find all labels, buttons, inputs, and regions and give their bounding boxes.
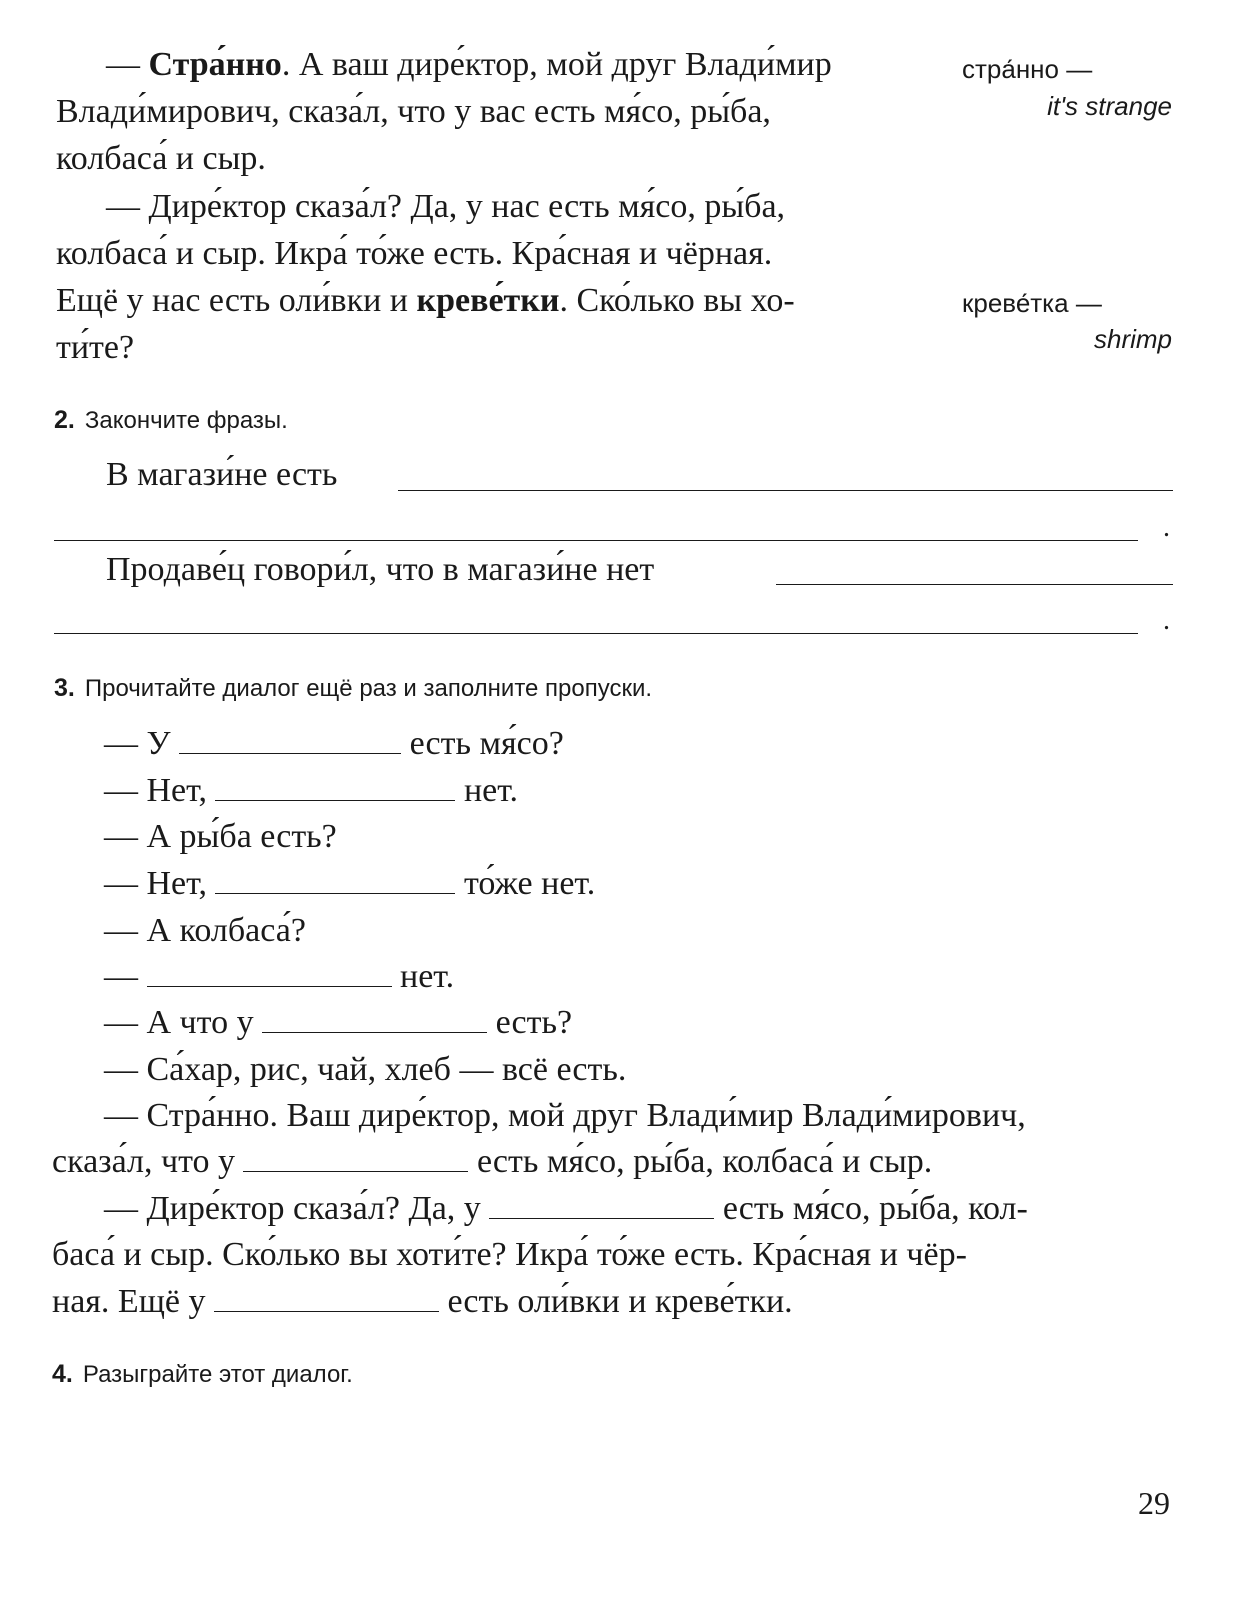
bold-word-strange: Стра́нно bbox=[148, 46, 282, 83]
dialogue-line: — А ры́ба есть? bbox=[104, 818, 337, 855]
answer-line bbox=[776, 584, 1173, 585]
dialogue-line: — Дире́ктор сказа́л? Да, у нас есть мя́со, ры́ба, bbox=[106, 188, 786, 225]
dialogue-line: баса́ и сыр. Ско́лько вы хоти́те? Икра́ то́же есть. Кра́сная и чёр- bbox=[52, 1236, 967, 1273]
glossary-translation: it's strange bbox=[1047, 91, 1172, 121]
exercise-number: 2. bbox=[54, 406, 75, 434]
dialogue-line: — Нет, нет. bbox=[104, 772, 519, 809]
glossary-term: креве́тка — bbox=[962, 288, 1102, 318]
fill-blank bbox=[489, 1194, 714, 1219]
bold-word-shrimp: креве́тки bbox=[416, 282, 560, 319]
answer-line bbox=[54, 633, 1138, 634]
fill-blank bbox=[214, 1287, 439, 1312]
phrase-start: В магази́не есть bbox=[106, 456, 338, 493]
dialogue-line: — Стра́нно. А ваш дире́ктор, мой друг Влади́мир bbox=[106, 46, 832, 83]
exercise-number: 3. bbox=[54, 674, 75, 702]
fill-blank bbox=[179, 729, 401, 754]
glossary-term: стра́нно — bbox=[962, 54, 1093, 84]
dialogue-line: Влади́мирович, сказа́л, что у вас есть мя́со, ры́ба, bbox=[56, 93, 771, 130]
dialogue-line: — Стра́нно. Ваш дире́ктор, мой друг Влади́мир Влади́мирович, bbox=[104, 1097, 1026, 1134]
end-mark: . bbox=[1163, 512, 1170, 543]
dialogue-line: — Дире́ктор сказа́л? Да, у есть мя́со, ры́ба, кол- bbox=[104, 1190, 1028, 1227]
dialogue-line: — Нет, то́же нет. bbox=[104, 865, 596, 902]
glossary-translation: shrimp bbox=[1093, 324, 1172, 354]
dialogue-line: ти́те? bbox=[56, 329, 135, 366]
exercise-number: 4. bbox=[52, 1360, 73, 1388]
exercise-4-heading bbox=[52, 1360, 353, 1389]
dialogue-line: — Са́хар, рис, чай, хлеб — всё есть. bbox=[104, 1051, 627, 1088]
dialogue-line: — А колбаса́? bbox=[104, 912, 306, 949]
exercise-2-heading bbox=[54, 406, 288, 435]
dialogue-line: колбаса́ и сыр. bbox=[56, 140, 266, 177]
fill-blank bbox=[147, 962, 392, 987]
dialogue-line: — А что у есть? bbox=[104, 1004, 573, 1041]
fill-blank bbox=[262, 1008, 487, 1033]
dialogue-line: — У есть мя́со? bbox=[104, 725, 564, 762]
exercise-instruction: Прочитайте диалог ещё раз и заполните пропуски. bbox=[84, 675, 653, 702]
dialogue-line: — нет. bbox=[104, 958, 455, 995]
dialogue-line: ная. Ещё у есть оли́вки и креве́тки. bbox=[52, 1283, 793, 1320]
phrase-start: Продаве́ц говори́л, что в магази́не нет bbox=[106, 551, 655, 588]
answer-line bbox=[54, 540, 1138, 541]
dialogue-line: сказа́л, что у есть мя́со, ры́ба, колбаса́ и сыр. bbox=[52, 1143, 933, 1180]
exercise-3-heading bbox=[54, 674, 652, 703]
fill-blank bbox=[215, 869, 455, 894]
exercise-instruction: Закончите фразы. bbox=[84, 407, 288, 434]
dialogue-line: Ещё у нас есть оли́вки и креве́тки. Ско́лько вы хо- bbox=[56, 282, 795, 319]
answer-line bbox=[398, 490, 1173, 491]
fill-blank bbox=[243, 1147, 468, 1172]
page-number: 29 bbox=[1138, 1485, 1170, 1521]
end-mark: . bbox=[1163, 605, 1170, 636]
fill-blank bbox=[215, 776, 455, 801]
dialogue-line: колбаса́ и сыр. Икра́ то́же есть. Кра́сная и чёрная. bbox=[56, 235, 773, 272]
exercise-instruction: Разыграйте этот диалог. bbox=[82, 1361, 353, 1388]
